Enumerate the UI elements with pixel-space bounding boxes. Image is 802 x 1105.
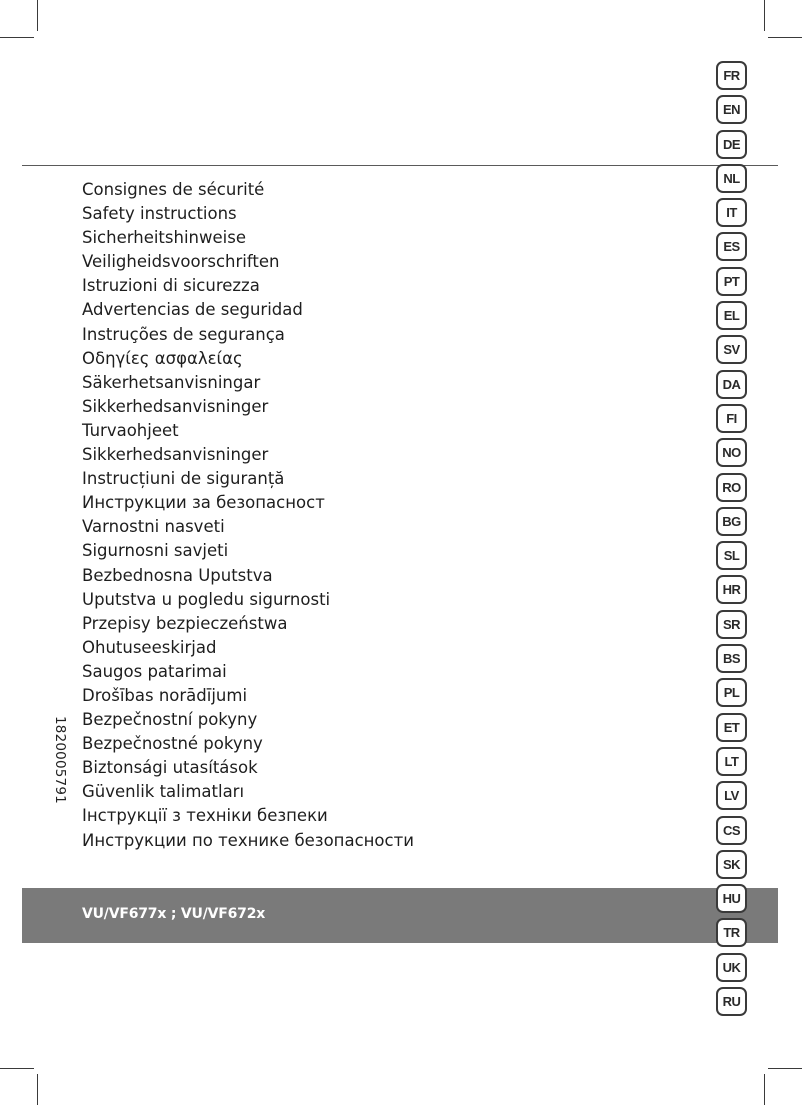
lang-badge-no: NO bbox=[716, 438, 747, 467]
lang-badge-sr: SR bbox=[716, 610, 747, 639]
lang-badge-uk: UK bbox=[716, 953, 747, 982]
title-en: Safety instructions bbox=[82, 204, 237, 224]
title-fi: Turvaohjeet bbox=[82, 420, 179, 440]
lang-badge-ru: RU bbox=[716, 987, 747, 1016]
title-bs: Uputstva u pogledu sigurnosti bbox=[82, 589, 331, 609]
lang-badge-bs: BS bbox=[716, 644, 747, 673]
lang-badge-sl: SL bbox=[716, 541, 747, 570]
title-sk: Bezpečnostné pokyny bbox=[82, 734, 263, 754]
title-pt: Instruções de segurança bbox=[82, 324, 285, 344]
crop-mark bbox=[37, 1074, 38, 1105]
header-rule bbox=[22, 165, 778, 166]
lang-badge-tr: TR bbox=[716, 918, 747, 947]
lang-badge-es: ES bbox=[716, 232, 747, 261]
title-nl: Veiligheidsvoorschriften bbox=[82, 252, 280, 272]
crop-mark bbox=[37, 0, 38, 31]
lang-badge-fi: FI bbox=[716, 404, 747, 433]
safety-titles-list bbox=[82, 178, 414, 853]
title-it: Istruzioni di sicurezza bbox=[82, 276, 260, 296]
title-et: Ohutuseeskirjad bbox=[82, 637, 217, 657]
title-sr: Bezbednosna Uputstva bbox=[82, 565, 273, 585]
title-no: Sikkerhedsanvisninger bbox=[82, 445, 269, 465]
lang-badge-bg: BG bbox=[716, 507, 747, 536]
title-hu: Biztonsági utasítások bbox=[82, 758, 258, 778]
lang-badge-cs: CS bbox=[716, 816, 747, 845]
lang-badge-sv: SV bbox=[716, 335, 747, 364]
title-hr: Sigurnosni savjeti bbox=[82, 541, 229, 561]
crop-mark bbox=[764, 0, 765, 31]
title-sv: Säkerhetsanvisningar bbox=[82, 372, 261, 392]
title-bg: Инструкции за безопасност bbox=[82, 493, 325, 513]
crop-mark bbox=[768, 37, 802, 38]
crop-mark bbox=[0, 1068, 34, 1069]
lang-badge-sk: SK bbox=[716, 850, 747, 879]
model-numbers: VU/VF677x ; VU/VF672x bbox=[82, 906, 266, 922]
title-es: Advertencias de seguridad bbox=[82, 300, 303, 320]
title-uk: Інструкції з техніки безпеки bbox=[82, 806, 328, 826]
crop-mark bbox=[768, 1068, 802, 1069]
lang-badge-ro: RO bbox=[716, 473, 747, 502]
lang-badge-lv: LV bbox=[716, 781, 747, 810]
title-pl: Przepisy bezpieczeństwa bbox=[82, 613, 288, 633]
title-lt: Saugos patarimai bbox=[82, 661, 227, 681]
title-tr: Güvenlik talimatları bbox=[82, 782, 245, 802]
title-lv: Drošības norādījumi bbox=[82, 685, 248, 705]
lang-badge-hr: HR bbox=[716, 575, 747, 604]
lang-badge-fr: FR bbox=[716, 61, 747, 90]
lang-badge-da: DA bbox=[716, 370, 747, 399]
language-tabs bbox=[716, 61, 747, 1021]
title-sl: Varnostni nasveti bbox=[82, 517, 225, 537]
lang-badge-el: EL bbox=[716, 301, 747, 330]
lang-badge-pt: PT bbox=[716, 267, 747, 296]
title-fr: Consignes de sécurité bbox=[82, 180, 265, 199]
crop-mark bbox=[764, 1074, 765, 1105]
lang-badge-de: DE bbox=[716, 130, 747, 159]
lang-badge-hu: HU bbox=[716, 884, 747, 913]
crop-mark bbox=[0, 37, 34, 38]
title-ro: Instrucțiuni de siguranță bbox=[82, 469, 285, 489]
lang-badge-nl: NL bbox=[716, 164, 747, 193]
lang-badge-lt: LT bbox=[716, 747, 747, 776]
lang-badge-et: ET bbox=[716, 713, 747, 742]
title-ru: Инструкции по технике безопасности bbox=[82, 830, 414, 850]
document-number: 1820005791 bbox=[52, 716, 68, 804]
title-cs: Bezpečnostní pokyny bbox=[82, 710, 258, 730]
lang-badge-pl: PL bbox=[716, 678, 747, 707]
title-el: Οδηγίες ασφαλείας bbox=[82, 348, 243, 368]
lang-badge-it: IT bbox=[716, 198, 747, 227]
model-band bbox=[22, 888, 778, 943]
title-da: Sikkerhedsanvisninger bbox=[82, 396, 269, 416]
lang-badge-en: EN bbox=[716, 95, 747, 124]
title-de: Sicherheitshinweise bbox=[82, 228, 246, 248]
